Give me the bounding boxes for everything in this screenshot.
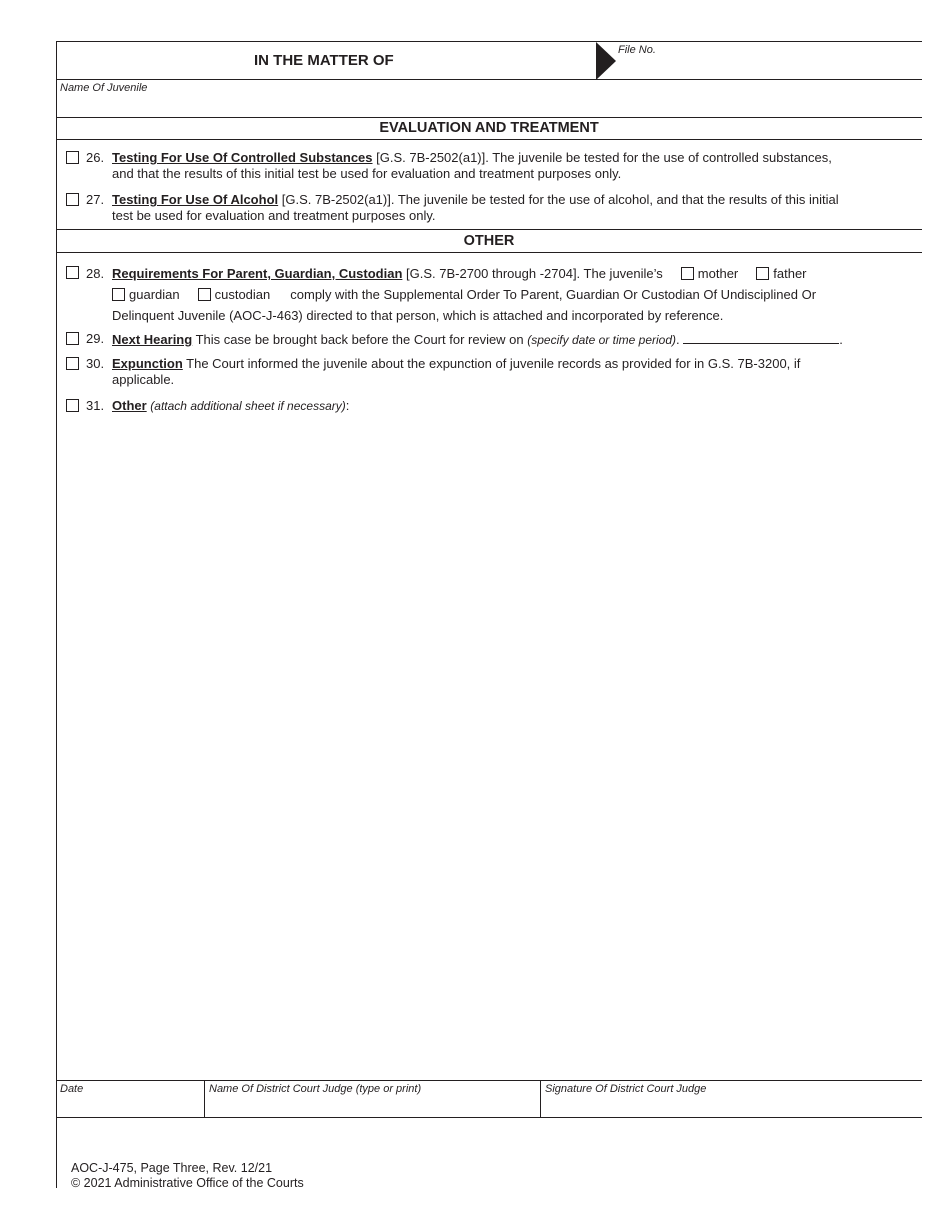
signature-top-rule	[56, 1080, 922, 1081]
father-label: father	[773, 266, 807, 281]
date-label: Date	[60, 1083, 84, 1095]
next-hearing-field[interactable]	[683, 331, 839, 344]
item-27-text: [G.S. 7B-2502(a1)]. The juvenile be tested for the use of alcohol, and that the results of this initial	[278, 192, 839, 207]
evaluation-treatment-heading: EVALUATION AND TREATMENT	[379, 120, 599, 136]
item-26-heading: Testing For Use Of Controlled Substances	[112, 150, 373, 165]
header-rule	[56, 79, 922, 80]
file-number-arrow-icon	[596, 42, 616, 80]
item-28-checkbox[interactable]	[66, 266, 79, 279]
mother-checkbox[interactable]	[681, 267, 694, 280]
item-31-number: 31.	[86, 398, 105, 413]
item-29: 29. Next Hearing This case be brought back before the Court for review on (specify date or time period). .	[66, 331, 906, 348]
item-29-end: .	[839, 332, 843, 347]
other-heading: OTHER	[463, 233, 515, 249]
item-28	[66, 263, 906, 326]
item-29-hint: (specify date or time period)	[527, 333, 676, 347]
item-28-heading: Requirements For Parent, Guardian, Custodian	[112, 266, 403, 281]
item-27-checkbox[interactable]	[66, 193, 79, 206]
item-26-text-cont: and that the results of this initial test be used for evaluation and treatment purposes only.	[112, 166, 622, 181]
item-29-number: 29.	[86, 331, 105, 346]
item-31-heading: Other	[112, 398, 147, 413]
item-29-checkbox[interactable]	[66, 332, 79, 345]
form-footer	[71, 1161, 304, 1191]
signature-divider-1	[204, 1080, 205, 1117]
item-30-heading: Expunction	[112, 356, 183, 371]
item-26	[66, 150, 906, 182]
custodian-checkbox[interactable]	[198, 288, 211, 301]
form-left-border	[56, 41, 57, 1188]
juvenile-name-label: Name Of Juvenile	[60, 82, 148, 94]
item-30-checkbox[interactable]	[66, 357, 79, 370]
father-checkbox[interactable]	[756, 267, 769, 280]
guardian-label: guardian	[129, 287, 180, 302]
custodian-label: custodian	[214, 287, 271, 302]
item-27-heading: Testing For Use Of Alcohol	[112, 192, 279, 207]
matter-title: IN THE MATTER OF	[254, 52, 394, 69]
signature-divider-2	[540, 1080, 541, 1117]
signature-bottom-rule	[56, 1117, 922, 1118]
form-id: AOC-J-475, Page Three, Rev. 12/21	[71, 1161, 273, 1175]
item-27-number: 27.	[86, 192, 105, 207]
item-26-text: [G.S. 7B-2502(a1)]. The juvenile be tested for the use of controlled substances,	[372, 150, 832, 165]
guardian-checkbox[interactable]	[112, 288, 125, 301]
item-28-text-end: Delinquent Juvenile (AOC-J-463) directed to that person, which is attached and incorporated by reference.	[112, 308, 724, 323]
item-26-number: 26.	[86, 150, 105, 165]
item-29-heading: Next Hearing	[112, 332, 193, 347]
file-number-label: File No.	[618, 44, 656, 56]
other-heading-top-rule	[56, 229, 922, 230]
item-28-number: 28.	[86, 266, 105, 281]
item-30-text-cont: applicable.	[112, 372, 175, 387]
eval-heading-bottom-rule	[56, 139, 922, 140]
judge-name-label: Name Of District Court Judge (type or print)	[209, 1083, 422, 1095]
item-27	[66, 192, 906, 224]
eval-heading-top-rule	[56, 117, 922, 118]
item-30	[66, 356, 906, 388]
item-31-checkbox[interactable]	[66, 399, 79, 412]
item-28-text: [G.S. 7B-2700 through -2704]. The juvenile’s	[402, 266, 663, 281]
item-27-text-cont: test be used for evaluation and treatment purposes only.	[112, 208, 436, 223]
item-31-end: :	[345, 398, 350, 413]
item-28-text-cont: comply with the Supplemental Order To Parent, Guardian Or Custodian Of Undisciplined Or	[290, 287, 817, 302]
item-26-checkbox[interactable]	[66, 151, 79, 164]
top-rule	[56, 41, 922, 42]
item-30-number: 30.	[86, 356, 105, 371]
item-31	[66, 398, 906, 414]
item-29-text: This case be brought back before the Court for review on	[192, 332, 528, 347]
other-heading-bottom-rule	[56, 252, 922, 253]
mother-label: mother	[697, 266, 739, 281]
judge-signature-label: Signature Of District Court Judge	[545, 1083, 707, 1095]
copyright: © 2021 Administrative Office of the Courts	[71, 1176, 304, 1190]
item-30-text: The Court informed the juvenile about the expunction of juvenile records as provided for in G.S. 7B-3200, if	[182, 356, 801, 371]
item-31-hint: (attach additional sheet if necessary)	[150, 399, 346, 413]
